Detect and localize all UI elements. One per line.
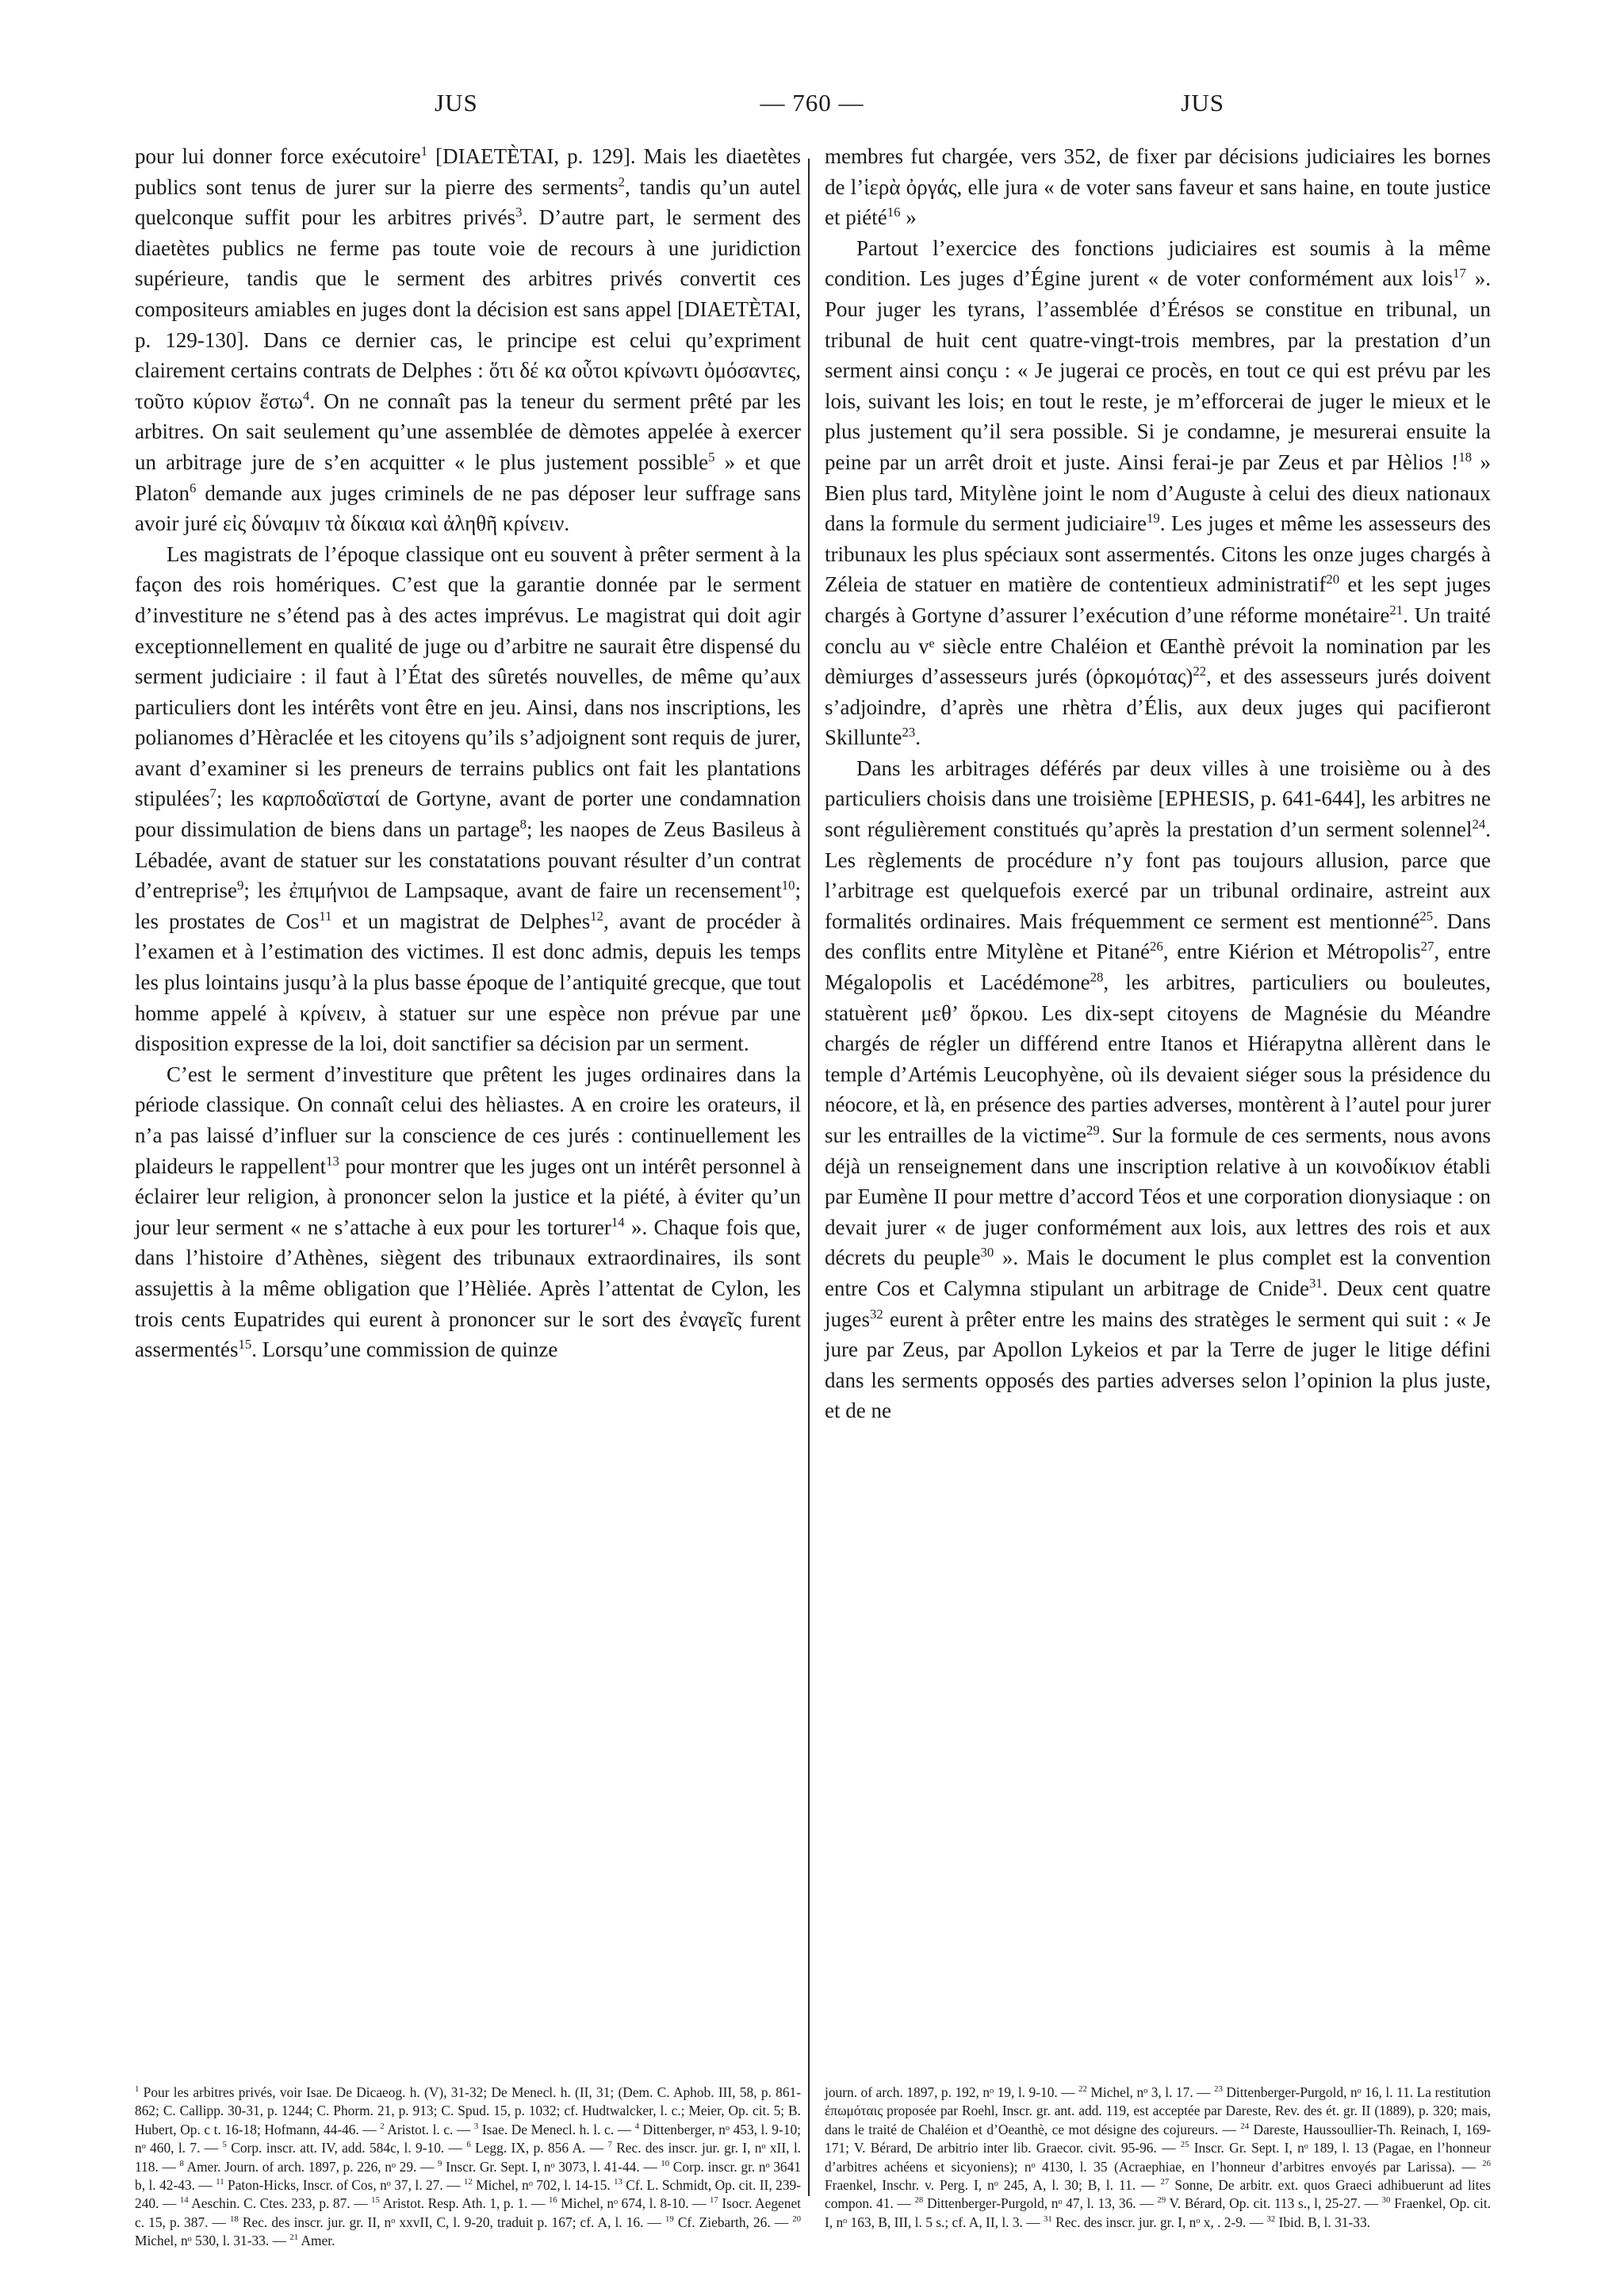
paragraph: Dans les arbitrages déférés par deux villes à une troisième ou à des particuliers choisis dans une troisième [EPHESIS, p. 641-644], les arbitres ne sont régulièrement constitués qu’après la prestation d’un serment solennel$^{24}$. Les règlements de procédure n’y font pas toujours allusion, parce que l’arbitrage est quelquefois exercé par un tribunal ordinaire, astreint aux formalités ordinaires. Mais fréquemment ce serment est mentionné$^{25}$. Dans des conflits entre Mitylène et Pitané$^{26}$, entre Kiérion et Métropolis$^{27}$, entre Mégalopolis et Lacédémone$^{28}$, les arbitres, particuliers ou bouleutes, statuèrent μεθ’ ὅρκου. Les dix-sept citoyens de Magnésie du Méandre chargés de régler un différend entre Itanos et Hiérapytna allèrent dans le temple d’Artémis Leucophyène, où ils devaient siéger sous la présidence du néocore, et là, en présence des parties adverses, montèrent à l’autel pour jurer sur les entrailles de la victime$^{29}$. Sur la formule de ces serments, nous avons déjà un renseignement dans une inscription relative à un κοινοδίκιον établi par Eumène II pour mettre d’accord Téos et une corporation dionysiaque : on devait jurer « de juger conformément aux lois, aux lettres des rois et aux décrets du peuple$^{30}$ ». Mais le document le plus complet est la convention entre Cos et Calymna stipulant un arbitrage de Cnide$^{31}$. Deux cent quatre juges$^{32}$ eurent à prêter entre les mains des stratèges le serment qui suit : « Je jure par Zeus, par Apollon Lykeios et par la Terre de juger le litige défini dans les serments opposés des parties adverses selon l’opinion la plus juste, et de ne: [825, 756, 1492, 1423]
paragraph: Les magistrats de l’époque classique ont eu souvent à prêter serment à la façon des rois homériques. C’est que la garantie donnée par le serment d’investiture ne s’étend pas à des actes imprévus. Le magistrat qui doit agir exceptionnellement en qualité de juge ou d’arbitre ne saurait être dispensé du serment judiciaire : il faut à l’État des sûretés nouvelles, de même qu’aux particuliers dont les intérêts vont être en jeu. Ainsi, dans nos inscriptions, les polianomes d’Hèraclée et les citoyens qu’ils s’adjoignent sont requis de jurer, avant d’examiner si les preneurs de terrains publics ont fait les plantations stipulées$^7$; les καρποδαϊσταί de Gortyne, avant de porter une condamnation pour dissimulation de biens dans un partage$^8$; les naopes de Zeus Basileus à Lébadée, avant de statuer sur les constatations pouvant résulter d’un contrat d’entreprise$^9$; les ἐπιμήνιοι de Lampsaque, avant de faire un recensement$^{10}$; les prostates de Cos$^{11}$ et un magistrat de Delphes$^{12}$, avant de procéder à l’examen et à l’estimation des victimes. Il est donc admis, depuis les temps les plus lointains jusqu’à la plus basse époque de l’antiquité grecque, que tout homme appelé à κρίνειν, à statuer sur une espèce non prévue par une disposition expresse de la loi, doit sanctifier sa décision par un serment.: [135, 541, 801, 1056]
column-divider: [808, 159, 810, 2196]
footnotes-left: [135, 2084, 801, 2251]
running-head-right: JUS: [1181, 89, 1224, 117]
paragraph: Partout l’exercice des fonctions judiciaires est soumis à la même condition. Les juges d’Égine jurent « de voter conformément aux lois$^{17}$ ». Pour juger les tyrans, l’assemblée d’Érésos se constitue en tribunal, un tribunal de huit cent quatre-vingt-trois membres, par la prestation d’un serment ainsi conçu : « Je jugerai ce procès, en tout ce qui est prévu par les lois, suivant les lois; en tout le reste, je m’efforcerai de juger le mieux et le plus justement qu’il sera possible. Si je condamne, je mesurerai ensuite la peine par un arrêt droit et juste. Ainsi ferai-je par Zeus et par Hèlios !$^{18}$ » Bien plus tard, Mitylène joint le nom d’Auguste à celui des dieux nationaux dans la formule du serment judiciaire$^{19}$. Les juges et même les assesseurs des tribunaux les plus spéciaux sont assermentés. Citons les onze juges chargés à Zéleia de statuer en matière de contentieux administratif$^{20}$ et les sept juges chargés à Gortyne d’assurer l’exécution d’une réforme monétaire$^{21}$. Un traité conclu au vᵉ siècle entre Chaléion et Œanthè prévoit la nomination par les dèmiurges d’assesseurs jurés (ὁρκομότας)$^{22}$, et des assesseurs jurés doivent s’adjoindre, d’après une rhètra d’Élis, aux deux juges qui pacifieront Skillunte$^{23}$.: [825, 235, 1491, 750]
paragraph: pour lui donner force exécutoire$^1$ [DIAETÈTAI, p. 129]. Mais les diaetètes publics sont tenus de jurer sur la pierre des serments$^2$, tandis qu’un autel quelconque suffit pour les arbitres privés$^3$. D’autre part, le serment des diaetètes publics ne ferme pas toute voie de recours à une juridiction supérieure, tandis que le serment des arbitres privés convertit ces compositeurs amiables en juges dont la décision est sans appel [DIAETÈTAI, p. 129-130]. Dans ce dernier cas, le principe est celui qu’expriment clairement certains contrats de Delphes : ὅτι δέ κα οὗτοι κρίνωντι ὀμόσαντες, τοῦτο κύριον ἔστω$^4$. On ne connaît pas la teneur du serment prêté par les arbitres. On sait seulement qu’une assemblée de dèmotes appelée à exercer un arbitrage jure de s’en acquitter « le plus justement possible$^5$ » et que Platon$^6$ demande aux juges criminels de ne pas déposer leur suffrage sans avoir juré εἰς δύναμιν τὰ δίκαια καὶ ἀληθῆ κρίνειν.: [135, 144, 802, 536]
running-head: [135, 89, 1489, 121]
running-head-left: JUS: [435, 89, 478, 117]
footnote-block: $^1$ Pour les arbitres privés, voir Isae. De Dicaeog. h. (V), 31-32; De Menecl. h. (II, 31; (Dem. C. Aphob. III, 58, p. 861-862; C. Callipp. 30-31, p. 1244; C. Phorm. 21, p. 913; C. Spud. 15, p. 1032; cf. Hudtwalcker, l. c.; Meier, Op. cit. 5; B. Hubert, Op. c t. 16-18; Hofmann, 44-46. — $^2$ Aristot. l. c. — $^3$ Isae. De Menecl. h. l. c. — $^4$ Dittenberger, nᵒ 453, l. 9-10; nᵒ 460, l. 7. — $^5$ Corp. inscr. att. IV, add. 584c, l. 9-10. — $^6$ Legg. IX, p. 856 A. — $^7$ Rec. des inscr. jur. gr. I, nᵒ xII, l. 118. — $^8$ Amer. Journ. of arch. 1897, p. 226, nᵒ 29. — $^9$ Inscr. Gr. Sept. I, nᵒ 3073, l. 41-44. — $^{10}$ Corp. inscr. gr. nᵒ 3641 b, l. 42-43. — $^{11}$ Paton-Hicks, Inscr. of Cos, nᵒ 37, l. 27. — $^{12}$ Michel, nᵒ 702, l. 14-15. $^{13}$ Cf. L. Schmidt, Op. cit. II, 239-240. — $^{14}$ Aeschin. C. Ctes. 233, p. 87. — $^{15}$ Aristot. Resp. Ath. 1, p. 1. — $^{16}$ Michel, nᵒ 674, l. 8-10. — $^{17}$ Isocr. Aegenet c. 15, p. 387. — $^{18}$ Rec. des inscr. jur. gr. II, nᵒ xxvII, C, l. 9-20, traduit p. 167; cf. A, l. 16. — $^{19}$ Cf. Ziebarth, 26. — $^{20}$ Michel, nᵒ 530, l. 31-33. — $^{21}$ Amer.: [135, 2084, 802, 2249]
footnote-block: journ. of arch. 1897, p. 192, nᵒ 19, l. 9-10. — $^{22}$ Michel, nᵒ 3, l. 17. — $^{23}$ Dittenberger-Purgold, nᵒ 16, l. 11. La restitution ἐπωμόταις proposée par Roehl, Inscr. gr. ant. add. 119, est acceptée par Dareste, Rev. des ét. gr. II (1889), p. 320; mais, dans le traité de Chaléion et d’Oeanthè, ce mot désigne des cojureurs. — $^{24}$ Dareste, Haussoullier-Th. Reinach, I, 169-171; V. Bérard, De arbitrio inter lib. Graecor. civit. 95-96. — $^{25}$ Inscr. Gr. Sept. I, nᵒ 189, l. 13 (Pagae, en l’honneur d’arbitres achéens et sicyoniens); nᵒ 4130, l. 35 (Acraephiae, en l’honneur d’arbitres envoyés par Larissa). — $^{26}$ Fraenkel, Inschr. v. Perg. I, nᵒ 245, A, l. 30; B, l. 11. — $^{27}$ Sonne, De arbitr. ext. quos Graeci adhibuerunt ad lites compon. 41. — $^{28}$ Dittenberger-Purgold, nᵒ 47, l. 13, 36. — $^{29}$ V. Bérard, Op. cit. 113 s., l, 25-27. — $^{30}$ Fraenkel, Op. cit. I, nᵒ 163, B, III, l. 5 s.; cf. A, II, l. 3. — $^{31}$ Rec. des inscr. jur. gr. I, nᵒ x, . 2-9. — $^{32}$ Ibid. B, l. 31-33.: [825, 2084, 1492, 2230]
left-column: [135, 141, 801, 1365]
right-column: [825, 141, 1491, 1426]
paragraph: C’est le serment d’investiture que prêtent les juges ordinaires dans la période classique. On connaît celui des hèliastes. A en croire les orateurs, il n’a pas laissé d’influer sur la conscience de ces jurés : continuellement les plaideurs le rappellent$^{13}$ pour montrer que les juges ont un intérêt personnel à éclairer leur religion, à prononcer selon la justice et la piété, à éviter qu’un jour leur serment « ne s’attache à eux pour les torturer$^{14}$ ». Chaque fois que, dans l’histoire d’Athènes, siègent des tribunaux extraordinaires, ils sont assujettis à la même obligation que l’Hèliée. Après l’attentat de Cylon, les trois cents Eupatrides qui eurent à prononcer sur le sort des ἐναγεῖς furent assermentés$^{15}$. Lorsqu’une commission de quinze: [135, 1062, 801, 1362]
footnotes-right: [825, 2084, 1491, 2232]
page-number: — 760 —: [760, 89, 864, 117]
paragraph: membres fut chargée, vers 352, de fixer par décisions judiciaires les bornes de l’ἱερὰ ὀργάς, elle jura « de voter sans faveur et sans haine, en toute justice et piété$^{16}$ »: [825, 144, 1491, 230]
